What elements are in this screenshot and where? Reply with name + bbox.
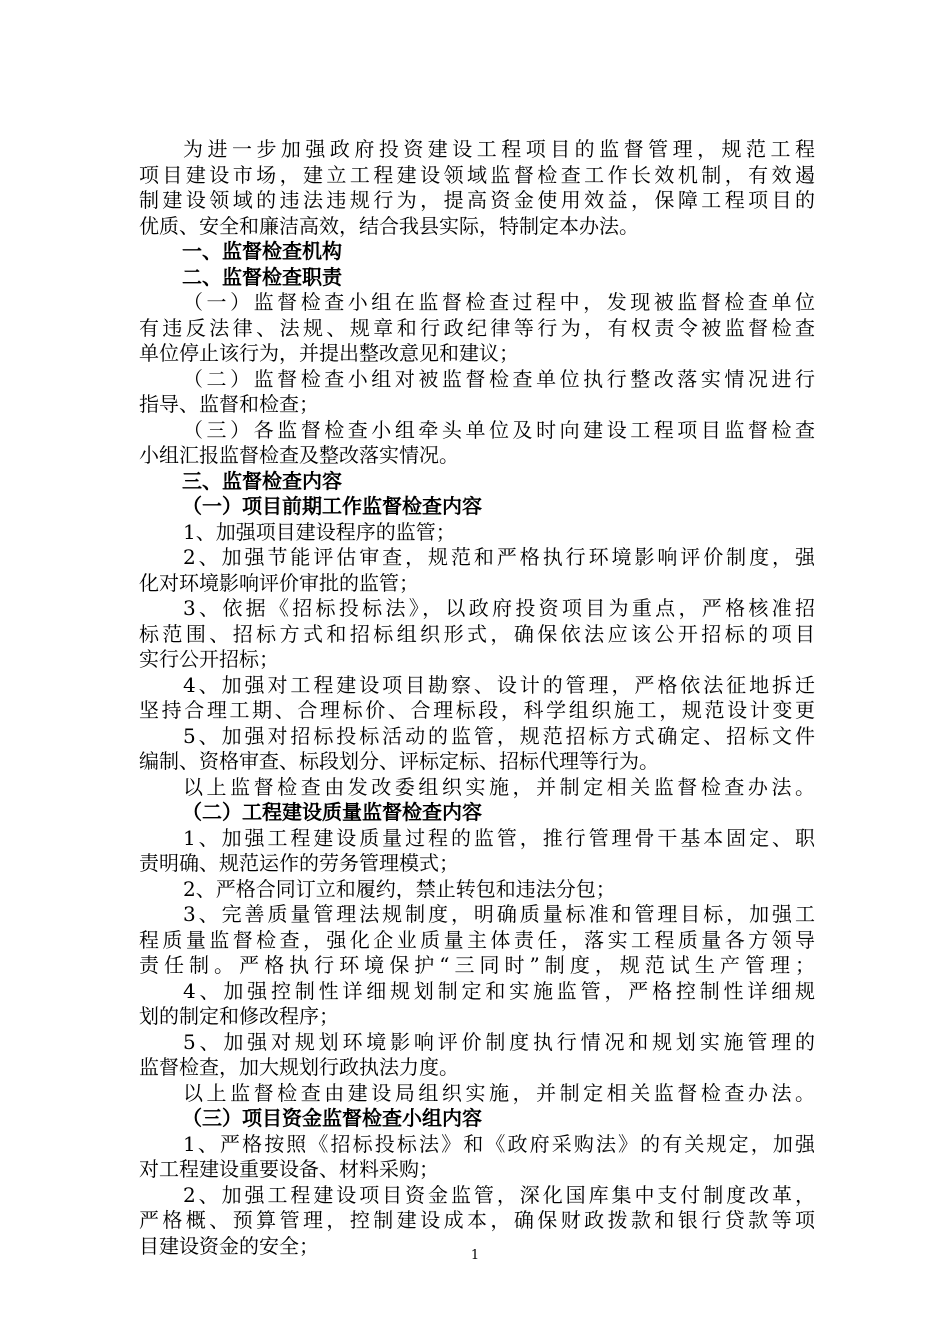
text-line: 编制、资格审查、标段划分、评标定标、招标代理等行为。: [139, 749, 659, 773]
text-line: （二）监督检查小组对被监督检查单位执行整改落实情况进行: [183, 366, 815, 391]
text-line: 优质、安全和廉洁高效，结合我县实际，特制定本办法。: [139, 213, 639, 238]
section-heading: （二）工程建设质量监督检查内容: [182, 800, 482, 824]
text-line: 责明确、规范运作的劳务管理模式；: [139, 851, 459, 875]
text-line: 以上监督检查由建设局组织实施，并制定相关监督检查办法。: [183, 1080, 815, 1105]
text-line: 程质量监督检查，强化企业质量主体责任，落实工程质量各方领导: [139, 927, 815, 952]
section-heading: （一）项目前期工作监督检查内容: [182, 494, 482, 518]
text-line: 有违反法律、法规、规章和行政纪律等行为，有权责令被监督检查: [139, 315, 815, 340]
text-line: 2、严格合同订立和履约，禁止转包和违法分包；: [183, 876, 616, 901]
text-line: 2、加强工程建设项目资金监管，深化国库集中支付制度改革，: [183, 1182, 815, 1207]
text-line: 5、加强对招标投标活动的监管，规范招标方式确定、招标文件: [183, 723, 815, 748]
text-line: 5、加强对规划环境影响评价制度执行情况和规划实施管理的: [183, 1029, 815, 1054]
text-line: 3、完善质量管理法规制度，明确质量标准和管理目标，加强工: [183, 902, 815, 926]
text-line: 化对环境影响评价审批的监管；: [139, 570, 419, 595]
text-line: 责任制。严格执行环境保护“三同时”制度，规范试生产管理；: [139, 953, 815, 977]
text-line: 4、加强控制性详细规划制定和实施监管，严格控制性详细规: [183, 978, 815, 1003]
text-line: 为进一步加强政府投资建设工程项目的监督管理，规范工程: [183, 137, 815, 161]
text-line: 划的制定和修改程序；: [139, 1004, 339, 1028]
text-line: 1、加强工程建设质量过程的监管，推行管理骨干基本固定、职: [183, 825, 815, 850]
text-line: （一）监督检查小组在监督检查过程中，发现被监督检查单位: [183, 290, 815, 314]
text-line: 制建设领域的违法违规行为，提高资金使用效益，保障工程项目的: [139, 188, 815, 212]
text-line: 实行公开招标；: [139, 647, 279, 671]
text-line: 1、加强项目建设程序的监管；: [183, 519, 456, 544]
text-line: 目建设资金的安全；: [139, 1233, 319, 1258]
section-heading: 一、监督检查机构: [182, 239, 342, 263]
document-body: [139, 137, 815, 1259]
text-line: 项目建设市场，建立工程建设领域监督检查工作长效机制，有效遏: [139, 162, 815, 187]
text-line: 监督检查，加大规划行政执法力度。: [139, 1055, 459, 1079]
text-line: 标范围、招标方式和招标组织形式，确保依法应该公开招标的项目: [139, 621, 815, 646]
text-line: 小组汇报监督检查及整改落实情况。: [139, 443, 459, 467]
section-heading: 三、监督检查内容: [182, 468, 342, 493]
text-line: 对工程建设重要设备、材料采购；: [139, 1157, 439, 1181]
text-line: 1、严格按照《招标投标法》和《政府采购法》的有关规定，加强: [183, 1131, 815, 1156]
page-number: 1: [470, 1248, 480, 1263]
text-line: 单位停止该行为，并提出整改意见和建议；: [139, 341, 519, 365]
text-line: 指导、监督和检查；: [139, 392, 319, 416]
text-line: 3、依据《招标投标法》，以政府投资项目为重点，严格核准招: [183, 596, 815, 620]
text-line: 2、加强节能评估审查，规范和严格执行环境影响评价制度，强: [183, 545, 815, 569]
section-heading: （三）项目资金监督检查小组内容: [182, 1106, 482, 1130]
text-line: 严格概、预算管理，控制建设成本，确保财政拨款和银行贷款等项: [139, 1208, 815, 1232]
section-heading: 二、监督检查职责: [182, 264, 342, 289]
text-line: 坚持合理工期、合理标价、合理标段，科学组织施工，规范设计变更: [139, 698, 815, 722]
text-line: 以上监督检查由发改委组织实施，并制定相关监督检查办法。: [183, 774, 815, 799]
text-line: （三）各监督检查小组牵头单位及时向建设工程项目监督检查: [183, 417, 815, 442]
text-line: 4、加强对工程建设项目勘察、设计的管理，严格依法征地拆迁: [183, 672, 815, 697]
